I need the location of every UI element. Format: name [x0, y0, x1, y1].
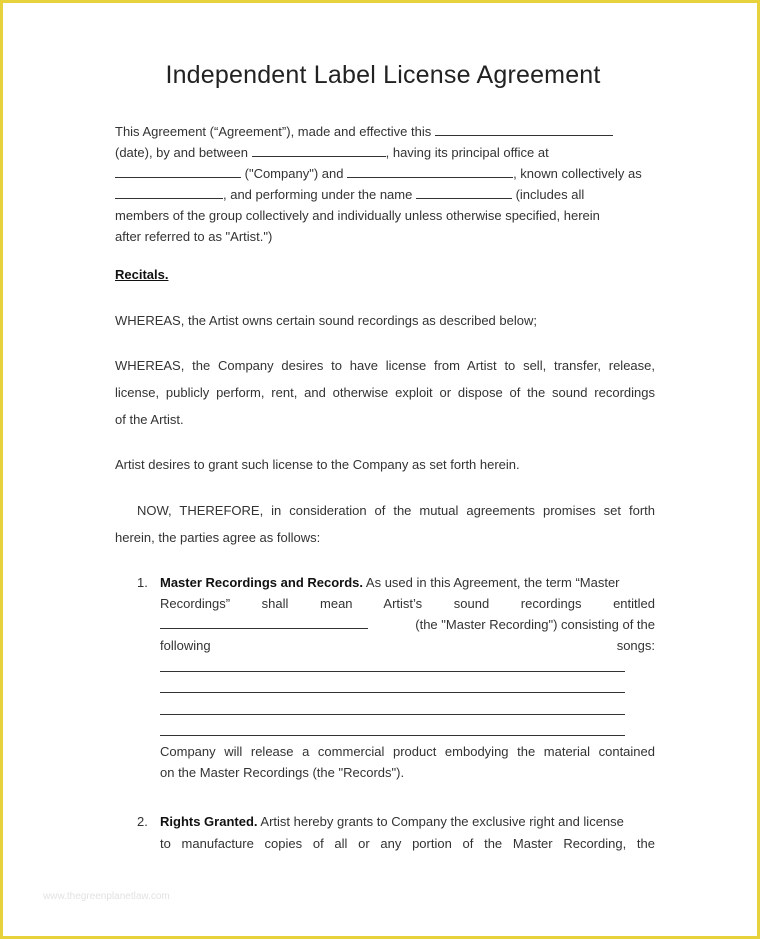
clause-1-text-4b: songs:: [616, 638, 655, 653]
clause-1-line-5: Company will release a commercial product embodying the material contained: [160, 744, 655, 759]
performing-name-blank: [416, 185, 512, 199]
intro-line-5: members of the group collectively and individually unless otherwise specified, herein: [115, 208, 600, 223]
now-therefore-line-1: NOW, THEREFORE, in consideration of the mutual agreements promises set forth: [137, 503, 655, 518]
song-line-1: [160, 671, 625, 672]
clause-1-line-1: [160, 572, 655, 593]
intro-text-1: This Agreement (“Agreement”), made and effective this: [115, 124, 432, 139]
intro-text-4b: (includes all: [515, 187, 585, 202]
song-line-2: [160, 692, 625, 693]
clause-1-line-3: [160, 614, 655, 635]
clause-1-number: 1.: [137, 575, 148, 590]
intro-line-1: [115, 121, 655, 142]
song-line-3: [160, 714, 625, 715]
clause-1-line-2: Recordings” shall mean Artist’s sound recordings entitled: [160, 596, 655, 611]
clause-1-line-6: on the Master Recordings (the "Records").: [160, 765, 405, 780]
clause-2-text-1: Artist hereby grants to Company the exclusive right and license: [260, 814, 624, 829]
intro-text-4a: , and performing under the name: [223, 187, 413, 202]
whereas-1: WHEREAS, the Artist owns certain sound recordings as described below;: [115, 313, 537, 328]
intro-line-6: after referred to as "Artist."): [115, 229, 273, 244]
clause-2-number: 2.: [137, 814, 148, 829]
company-name-blank: [252, 143, 386, 157]
clause-2-line-2: to manufacture copies of all or any portion of the Master Recording, the: [160, 836, 655, 851]
intro-text-3a: ("Company") and: [244, 166, 344, 181]
song-line-4: [160, 735, 625, 736]
whereas-2-line-3: of the Artist.: [115, 412, 184, 427]
clause-1-text-1: As used in this Agreement, the term “Master: [365, 575, 620, 590]
clause-2-line-1: [160, 811, 655, 832]
clause-1-text-4a: following: [160, 638, 211, 653]
clause-1-text-3: (the "Master Recording") consisting of the: [415, 617, 655, 632]
clause-2-heading: Rights Granted.: [160, 814, 258, 829]
document-title: Independent Label License Agreement: [165, 61, 601, 89]
intro-text-2a: (date), by and between: [115, 145, 248, 160]
clause-1-line-4: [160, 635, 655, 656]
artist-desires: Artist desires to grant such license to the Company as set forth herein.: [115, 457, 520, 472]
collective-name-blank: [115, 185, 223, 199]
artist-names-blank: [347, 164, 513, 178]
intro-line-4: [115, 184, 655, 205]
recitals-heading: Recitals.: [115, 267, 169, 282]
whereas-2-line-1: WHEREAS, the Company desires to have license from Artist to sell, transfer, release,: [115, 358, 655, 373]
master-recording-title-blank: [160, 615, 368, 629]
intro-text-3b: , known collectively as: [513, 166, 642, 181]
intro-line-2: [115, 142, 655, 163]
intro-text-2b: , having its principal office at: [385, 145, 549, 160]
watermark: www.thegreenplanetlaw.com: [43, 891, 170, 902]
clause-1-heading: Master Recordings and Records.: [160, 575, 363, 590]
intro-line-3: [115, 163, 655, 184]
company-address-blank: [115, 164, 241, 178]
whereas-2-line-2: license, publicly perform, rent, and otherwise exploit or dispose of the sound recordings: [115, 385, 655, 400]
now-therefore-line-2: herein, the parties agree as follows:: [115, 530, 321, 545]
effective-date-blank: [435, 122, 613, 136]
